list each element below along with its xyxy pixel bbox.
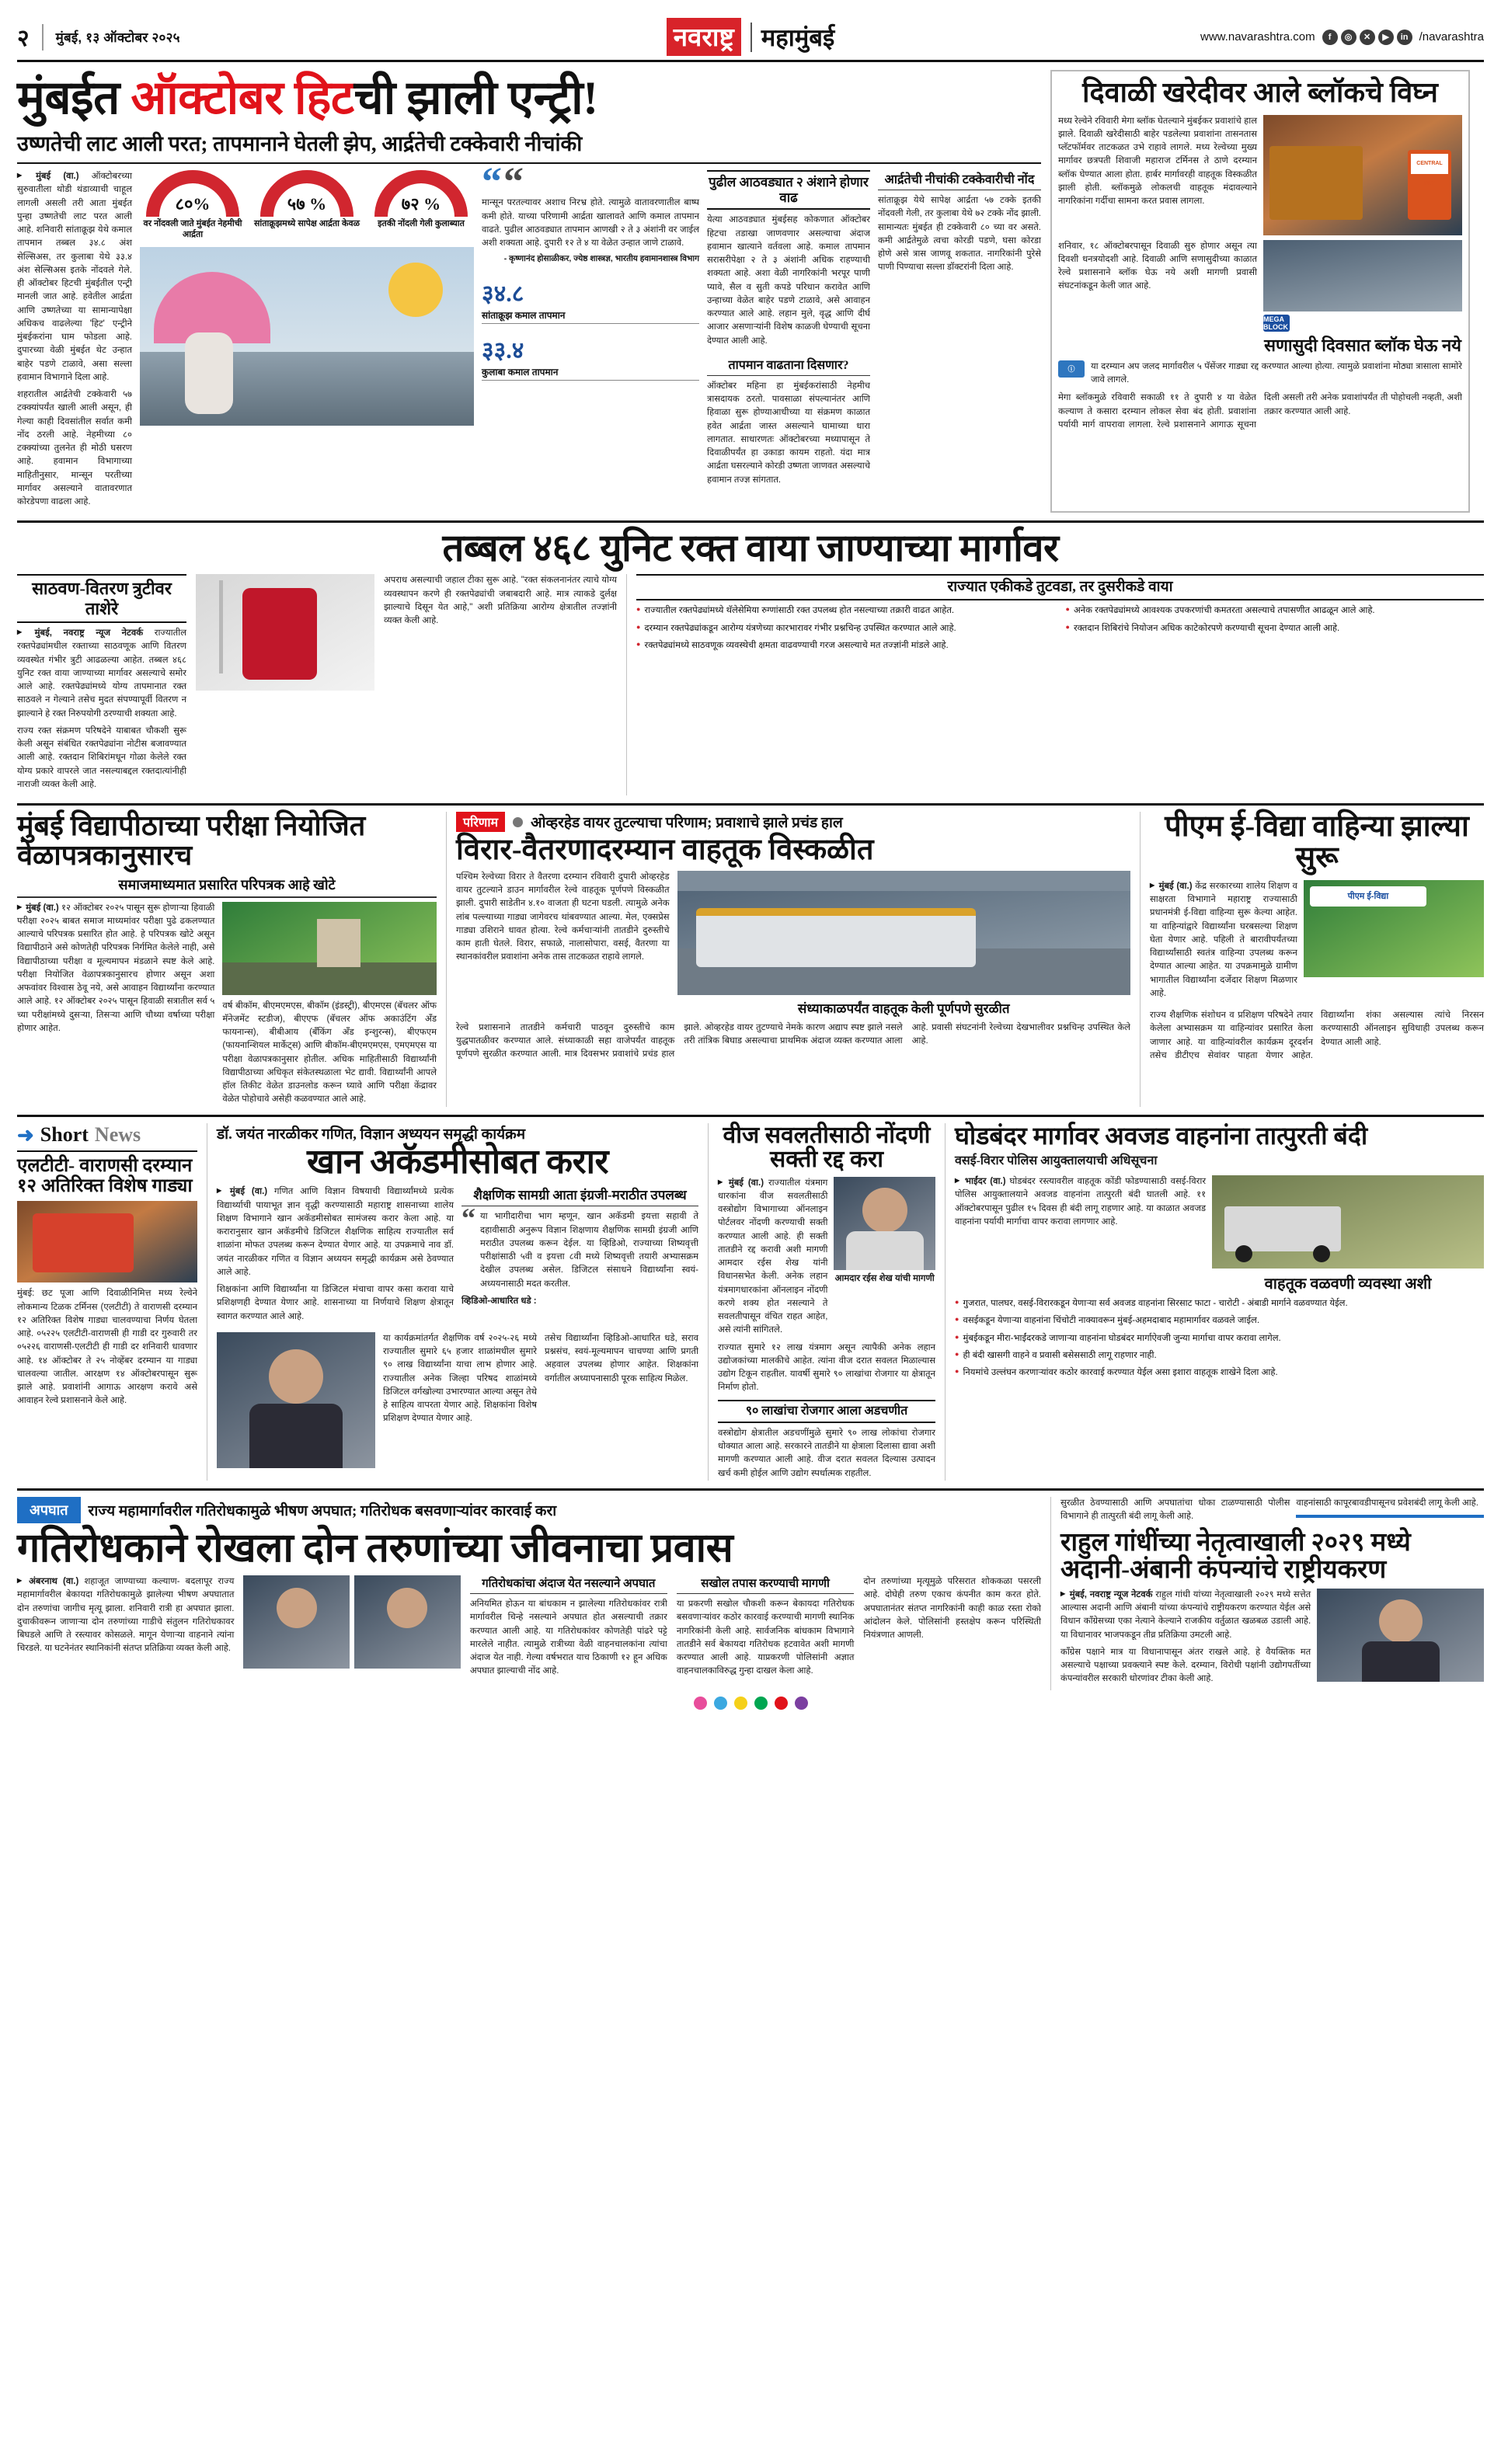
quote-icon: “ — [461, 1202, 475, 1234]
vij-body: राज्यातील यंत्रमाग धारकांना वीज सवलतीसाठी वस्त्रोद्योग विभागाच्या ऑनलाइन पोर्टलवर नोंदणी करण्याची सक्ती करण्यात आली आहे. ही सक्ती तातडीने रद्द करावी अशी मागणी आमदार रईस शेख यांनी विधानसभेत केली. अनेक लहान यंत्रमागधारकांना ऑनलाइन नोंदणी करणे शक्य होत नसल्याने ते सवलतीपासून वंचित राहत आहेत, असे त्यांनी सांगितले. — [718, 1178, 828, 1335]
sidebox-2-title: तापमान वाढताना दिसणार? — [707, 356, 870, 376]
blood-story-bullets — [636, 604, 1484, 653]
gauge-value: ८०% — [175, 194, 211, 214]
blood-story-body-1: राज्यातील रक्तपेढ्यांमधील रक्ताच्या साठवणूक आणि वितरण व्यवस्थेत गंभीर त्रुटी आढळल्या आहेत. तब्बल ४६८ युनिट रक्त वाया जाण्याच्या मार्गावर असल्याचे समोर आले आहे. रक्तपेढ्यांमध्ये योग्य तापमानात रक्त साठवले न गेल्याने तसेच मुदत संपण्यापूर्वी वितरण न झाल्याने हे रक्त निरुपयोगी ठरण्याची शक्यता आहे. — [17, 628, 186, 719]
university-body-2: वर्ष बीकॉम, बीएमएमएस, बीकॉम (इंडस्ट्री), बीएमएस (बॅचलर ऑफ मॅनेजमेंट स्टडीज), बीएएफ (बॅचलर ऑफ अकाउंटिंग अँड फायनान्स), बीबीआय (बँकिंग अँड इन्शुरन्स), बीएफएम (फायनान्शियल मार्केट्स) आणि बीकॉम-बीएमएमएस, एमएमएस या परीक्षा वेळापत्रकानुसार होतील. अधिक माहितीसाठी विद्यार्थ्यांनी विद्यापीठाच्या अधिकृत संकेतस्थळाला भेट द्यावी. विद्यार्थ्यांनी आपले हॉल तिकीट वेळेत डाउनलोड करून घ्यावे आणि परीक्षा केंद्रावर वेळेत पोहोचावे असेही कळवण्यात आले आहे. — [222, 1001, 437, 1105]
gauge-arc-icon — [146, 170, 239, 217]
gauge-arc-icon — [374, 170, 468, 217]
blood-story-body-3: अपराध असल्याची जहाल टीका सुरू आहे. "रक्त संकलनानंतर त्याचे योग्य व्यवस्थापन करणे ही रक्तपेढ्यांची जबाबदारी आहे. मात्र त्याकडे दुर्लक्ष झाल्याचे दिसून येत आहे," अशी प्रतिक्रिया आरोग्य क्षेत्रातील तज्ज्ञांनी व्यक्त केली आहे. — [384, 576, 617, 626]
khan-dateline: ▶ मुंबई (वा.) — [217, 1187, 267, 1196]
list-item: ● रक्तपेढ्यांमध्ये साठवणूक व्यवस्थेची क्षमता वाढवण्याची गरज असल्याचे मत तज्ज्ञांनी मांडले आहे. — [636, 639, 1055, 653]
masthead — [17, 14, 1484, 62]
list-item: ● अनेक रक्तपेढ्यांमध्ये आवश्यक उपकरणांची कमतरता असल्याचे तपासणीत आढळून आले आहे. — [1066, 604, 1485, 618]
lead-quote-temps — [482, 160, 699, 513]
accident-headline: गतिरोधकाने रोखला दोन तरुणांच्या जीवनाचा प्रवास — [17, 1526, 733, 1571]
virar-kicker-line — [456, 812, 1130, 832]
ghodbunder-headline: घोडबंदर मार्गावर अवजड वाहनांना तात्पुरती बंदी — [955, 1121, 1368, 1150]
facebook-icon[interactable]: f — [1322, 30, 1338, 45]
quote-text: मान्सून परतल्यावर अशाच निरभ्र होते. त्यामुळे वातावरणातील बाष्प कमी होते. याच्या परिणामी आर्द्रता खालावते आणि कमाल तापमान वाढते. पुढील आठवड्यात तापमान आणखी २ ते ३ अंशांनी वर जाईल अशी शक्यता आहे. दुपारी १२ ते ४ या वेळेत उन्हात जाणे टाळावे. — [482, 198, 699, 249]
block-story-photo-train: CENTRAL RLY — [1263, 115, 1462, 235]
accident-sub-2: सखोल तपास करण्याची मागणी — [677, 1575, 855, 1594]
lead-sidebox-3 — [878, 170, 1041, 513]
vij-body-3: वस्त्रोद्योग क्षेत्रातील अडचणींमुळे सुमारे ९० लाख लोकांचा रोजगार धोक्यात आला आहे. सरकारने तातडीने या क्षेत्राला दिलासा द्यावा अशी मागणी करण्यात आली आहे. वीज दरात सवलत दिल्यास उत्पादन खर्च कमी होईल आणि उद्योग स्पर्धात्मक राहतील. — [718, 1428, 935, 1478]
mega-block-logo: MEGA BLOCK — [1263, 315, 1288, 331]
masthead-left — [17, 21, 501, 53]
rahul-photo-leader — [1317, 1589, 1484, 1682]
youtube-icon[interactable]: ▶ — [1378, 30, 1394, 45]
reg-dot-magenta — [694, 1697, 707, 1710]
gauge-item — [254, 170, 360, 241]
temperature-readings — [482, 277, 699, 381]
block-story-photo-platform — [1263, 240, 1462, 311]
temp-item — [482, 333, 699, 365]
ghodbunder-body-2: वाहनांसाठी कापूरबावडीपासूनच प्रवेशबंदी लागू केली आहे. — [1296, 1498, 1478, 1508]
lead-body-2: शहरातील आर्द्रतेची टक्केवारी ५७ टक्क्यांपर्यंत खाली आली असून, ही गेल्या काही दिवसांतील सर्वात कमी नोंद ठरली आहे. नेहमीच्या ८० टक्क्यांच्या तुलनेत ही मोठी घसरण आहे. हवामान विभागाच्या माहितीनुसार, मान्सून परतीच्या मार्गावर असल्याने वातावरणात कोरडेपणा वाढला आहे. — [17, 390, 132, 507]
lead-headline-part1: मुंबईत — [17, 72, 131, 124]
list-item: ● ही बंदी खासगी वाहने व प्रवासी बसेससाठी लागू राहणार नाही. — [955, 1349, 1484, 1363]
virar-body-2: रेल्वे प्रशासनाने तातडीने कर्मचारी पाठवून दुरुस्तीचे काम युद्धपातळीवर करण्यात आले. संध्याकाळी सहा वाजेपर्यंत वाहतूक पूर्णपणे सुरळीत करण्यात आली. मात्र दिवसभर प्रवाशांचे प्रचंड हाल झाले. ओव्हरहेड वायर तुटण्याचे नेमके कारण अद्याप स्पष्ट झाले नसले तरी तांत्रिक बिघाड असल्याचा प्राथमिक अंदाज व्यक्त करण्यात आला आहे. प्रवासी संघटनांनी रेल्वेच्या देखभालीवर प्रश्नचिन्ह उपस्थित केले आहे. — [456, 1022, 1130, 1060]
lead-sidebox-1 — [707, 170, 870, 513]
gauge-value: ५७ % — [287, 194, 327, 214]
lead-headline — [17, 72, 1041, 124]
ghodbunder-caption: वाहतूक वळवणी व्यवस्था अशी — [1264, 1276, 1432, 1293]
sidebox-2-body: ऑक्टोबर महिना हा मुंबईकरांसाठी नेहमीच त्रासदायक ठरतो. पावसाळा संपल्यानंतर आणि हिवाळा सुरू होण्याआधीच्या या संक्रमण काळात हवेत आर्द्रता जास्त असल्याने घामाच्या धारा लागतात. साधारणतः ऑक्टोबरच्या मध्यापासून ते दिवाळीपर्यंत हा उकाडा कायम राहतो. यंदा मात्र आर्द्रता घसरल्याने कोरडी उष्णता जाणवत असल्याचे हवामान तज्ज्ञ सांगतात. — [707, 381, 870, 485]
ghodbunder-photo-truck — [1212, 1175, 1484, 1269]
top-section — [17, 70, 1484, 513]
virar-kicker-text: ओव्हरहेड वायर तुटल्याचा परिणाम; प्रवाशाचे झाले प्रचंड हाल — [531, 815, 843, 831]
temp-item — [482, 277, 699, 308]
accident-kicker-badge: अपघात — [17, 1497, 81, 1523]
row-three — [17, 803, 1484, 1107]
university-dateline: ▶ मुंबई (वा.) — [17, 903, 59, 913]
lead-photo-woman-umbrella — [140, 247, 474, 426]
khan-body-2: शिक्षकांना आणि विद्यार्थ्यांना या डिजिटल मंचाचा वापर कसा करावा याचे प्रशिक्षणही देण्यात येणार आहे. शासनाच्या या निर्णयाचे शिक्षण क्षेत्रातून स्वागत करण्यात आले आहे. — [217, 1285, 454, 1321]
social-handle: /navarashtra — [1419, 30, 1484, 44]
lead-subheadline: उष्णतेची लाट आली परत; तापमानाने घेतली झेप, आर्द्रतेची टक्केवारी नीचांकी — [17, 128, 1041, 164]
block-story-body-2: शनिवार, १८ ऑक्टोबरपासून दिवाळी सुरु होणार असून त्या दिवशी धनत्रयोदशी आहे. दिवाळी आणि सणासुदीच्या काळात रेल्वे प्रशासनाने ब्लॉक घेऊ नये अशी मागणी प्रवासी संघटनांकडून केली जात आहे. — [1058, 241, 1257, 291]
khan-body: गणित आणि विज्ञान विषयाची विद्यार्थ्यांमध्ये प्रत्येक विद्यार्थ्याची पायाभूत ज्ञान वृद्धी करण्यासाठी महाराष्ट्र शासनाच्या शालेय शिक्षण विभागाने खान अकॅडमीसोबत सामंजस्य करार केला आहे. या करारानुसार खान अकॅडमीचे डिजिटल शैक्षणिक साहित्य राज्यातील सर्व शाळांना मोफत उपलब्ध करून देण्यात येणार आहे. या उपक्रमाचे नाव डॉ. जयंत नारळीकर गणित व विज्ञान अध्ययन समृद्धी कार्यक्रम असे ठेवण्यात आले आहे. — [217, 1187, 454, 1277]
lead-story — [17, 70, 1041, 513]
accident-photo-victim-1 — [243, 1575, 350, 1669]
pm-evidya-logo: पीएम ई-विद्या — [1310, 886, 1426, 907]
ghodbunder-story — [955, 1123, 1484, 1481]
gauge-caption: वर नोंदवली जाते मुंबईत नेहमीची आर्द्रता — [143, 219, 242, 240]
masthead-date: मुंबई, १३ ऑक्टोबर २०२५ — [55, 30, 180, 45]
university-story — [17, 812, 437, 1107]
khan-sub-2: व्हिडिओ-आधारित धडे : — [461, 1296, 537, 1306]
block-story-body: मध्य रेल्वेने रविवारी मेगा ब्लॉक घेतल्याने मुंबईकर प्रवाशांचे हाल झाले. दिवाळी खरेदीसाठी बाहेर पडलेल्या प्रवाशांना तासनतास प्लॅटफॉर्मवर ताटकळत उभे राहावे लागले. मध्य रेल्वेच्या मुख्य मार्गावर छत्रपती शिवाजी महाराज टर्मिनस ते ठाणे दरम्यान ब्लॉक घेण्यात आला होता. हार्बर मार्गावरही वाहतूक विस्कळीत झाली होती. ब्लॉकमुळे लोकलची वाहतूक मंदावल्याने नागरिकांना गर्दीचा सामना करत प्रवास लागला. — [1058, 116, 1257, 207]
reg-dot-purple — [795, 1697, 808, 1710]
rahul-story — [1060, 1497, 1484, 1690]
bottom-section — [17, 1488, 1484, 1690]
blood-story-dateline: ▶ मुंबई, नवराष्ट्र न्यूज नेटवर्क — [17, 628, 143, 638]
brand-divider — [750, 23, 752, 52]
list-item: ● वसईकडून येणाऱ्या वाहनांना चिंचोटी नाक्यावरून मुंबई-अहमदाबाद महामार्गावर वळवले जाईल. — [955, 1314, 1484, 1328]
virar-kicker-badge: परिणाम — [456, 812, 505, 832]
ghodbunder-body: घोडबंदर रस्त्यावरील वाहतूक कोंडी फोडण्यासाठी वसई-विरार पोलिस आयुक्तालयाने अवजड वाहनांना तात्पुरती बंदी घातली आहे. ११ ऑक्टोबरपासून पुढील १५ दिवस ही बंदी लागू राहणार आहे. या काळात अवजड वाहनांना पर्यायी मार्गाचा वापर करावा लागणार आहे. — [955, 1177, 1207, 1227]
block-story-note: या दरम्यान अप जलद मार्गावरील ५ पॅसेंजर गाड्या रद्द करण्यात आल्या होत्या. त्यामुळे प्रवाशांना मोठ्या त्रासाला सामोरे जावे लागले. — [1091, 361, 1462, 385]
virar-body: पश्चिम रेल्वेच्या विरार ते वैतरणा दरम्यान रविवारी दुपारी ओव्हरहेड वायर तुटल्याने डाउन मार्गावरील रेल्वे वाहतूक पूर्णपणे विस्कळीत झाली. दुपारी साडेतीन ४.१० वाजता ही घटना घडली. त्यामुळे अनेक लांब पल्ल्याच्या गाड्या जागेवरच थांबवण्यात आल्या. मेल, एक्सप्रेस गाड्या उशिराने धावत होत्या. रेल्वे कर्मचाऱ्यांनी तातडीने दुरुस्तीचे काम हाती घेतले. विरार, सफाळे, नालासोपारा, वसई, वैतरणा या स्थानकांवरील प्रवाशांना अनेक तास ताटकळत राहावे लागले. — [456, 872, 670, 962]
lead-dateline: ▶ मुंबई (वा.) — [17, 172, 79, 181]
blood-story-headline: तब्बल ४६८ युनिट रक्त वाया जाण्याच्या मार्गावर — [442, 527, 1059, 570]
khan-kicker: डॉ. जयंत नारळीकर गणित, विज्ञान अध्ययन समृद्धी कार्यक्रम — [217, 1126, 526, 1143]
sidebox-1-body: येत्या आठवड्यात मुंबईसह कोकणात ऑक्टोबर हिटचा तडाखा जाणवणार असल्याचा अंदाज हवामान खात्याने वर्तवला आहे. कमाल तापमान सरासरीपेक्षा २ ते ३ अंशांनी अधिक राहण्याची शक्यता आहे. अशा वेळी नागरिकांनी भरपूर पाणी प्यावे, सैल व सुती कपडे परिधान करावेत आणि उन्हाच्या वेळेत बाहेर पडणे टाळावे, असे आवाहन करण्यात आले आहे. लहान मुले, वृद्ध आणि दीर्घ आजार असणाऱ्यांनी विशेष काळजी घेण्याची सूचना देण्यात आली आहे. — [707, 215, 870, 346]
accident-body: शहाजूत जाण्याच्या कल्याण- बदलापूर राज्य महामार्गावरील बेकायदा गतिरोधकामुळे झालेल्या भीषण अपघातात दोन तरुणांचा जागीच मृत्यू झाला. शनिवारी रात्री हा अपघात झाला. दुचाकीवरून जाणाऱ्या दोन तरुणांच्या गाडीचे संतुलन गतिरोधकावर बिघडले आणि ते रस्त्यावर कोसळले. मागून येणाऱ्या वाहनाने त्यांना चिरडले. या घटनेनंतर स्थानिकांनी संतप्त प्रतिक्रिया व्यक्त केली आहे. — [17, 1577, 235, 1654]
social-icons — [1322, 30, 1412, 45]
rahul-dateline: ▶ मुंबई, नवराष्ट्र न्यूज नेटवर्क — [1060, 1590, 1152, 1599]
ghodbunder-subhead: वसई-विरार पोलिस आयुक्तालयाची अधिसूचना — [955, 1154, 1158, 1168]
university-headline: मुंबई विद्यापीठाच्या परीक्षा नियोजित वेळापत्रकानुसारच — [17, 810, 366, 871]
khan-body-4: तसेच विद्यार्थ्यांना व्हिडिओ-आधारित धडे, सराव प्रश्नसंच, स्वयं-मूल्यमापन चाचण्या आणि प्रगती अहवाल उपलब्ध होणार आहेत. शिक्षकांना वर्गातील अध्यापनासाठी पूरक साहित्य मिळेल. — [545, 1333, 698, 1383]
accident-photo-victim-2 — [354, 1575, 461, 1669]
gauge-item — [368, 170, 474, 241]
x-twitter-icon[interactable]: ✕ — [1360, 30, 1375, 45]
university-photo-campus — [222, 902, 437, 995]
virar-photo-railway — [677, 871, 1130, 995]
pm-evidya-headline: पीएम ई-विद्या वाहिन्या झाल्या सुरू — [1165, 810, 1469, 874]
sidebox-1-title: पुढील आठवड्यात २ अंशाने होणार वाढ — [707, 170, 870, 210]
row-four — [17, 1115, 1484, 1481]
ghodbunder-body-3: सुरळीत ठेवण्यासाठी आणि अपघातांचा धोका टाळण्यासाठी पोलीस विभागाने ही तात्पुरती बंदी लागू केली आहे. — [1060, 1498, 1290, 1522]
block-story-caption: सणासुदी दिवसात ब्लॉक घेऊ नये — [1264, 335, 1461, 355]
virar-story — [456, 812, 1130, 1107]
vij-subhead-2: ९० लाखांचा रोजगार आला अडचणीत — [718, 1400, 935, 1423]
list-item: ● नियमांचे उल्लंघन करणाऱ्यांवर कठोर कारवाई करण्यात येईल असा इशारा वाहतूक शाखेने दिला आहे. — [955, 1366, 1484, 1380]
blood-story-subhead: साठवण-वितरण त्रुटीवर ताशेरे — [17, 574, 186, 623]
blood-story-photo-bloodbag — [196, 574, 374, 691]
blood-story — [17, 520, 1484, 795]
gauge-caption: सांताक्रूझमध्ये सापेक्ष आर्द्रता केवळ — [254, 219, 360, 229]
khan-sub-1: शैक्षणिक सामग्री आता इंग्रजी-मराठीत उपलब्ध — [461, 1185, 698, 1206]
block-story-body-3: मेगा ब्लॉकमुळे रविवारी सकाळी ११ ते दुपारी ४ या वेळेत कल्याण ते कसारा दरम्यान लोकल सेवा बंद होती. प्रवाशांना पर्यायी मार्ग वापरावा लागला. रेल्वे प्रशासनाने आगाऊ सूचना दिली असली तरी अनेक प्रवाशांपर्यंत ती पोहोचली नव्हती, अशी तक्रार करण्यात आली आहे. — [1058, 393, 1462, 430]
temp-value: ३४.८ — [482, 281, 524, 308]
masthead-right — [1000, 30, 1484, 45]
temp-label: कुलाबा कमाल तापमान — [482, 365, 699, 381]
university-subhead: समाजमाध्यमात प्रसारित परिपत्रक आहे खोटे — [17, 875, 437, 898]
reg-dot-cyan — [714, 1697, 727, 1710]
list-item: ● रक्तदान शिबिरांचे नियोजन अधिक काटेकोरपणे करण्याची सूचना देण्यात आली आहे. — [1066, 622, 1485, 635]
pm-evidya-dateline: ▶ मुंबई (वा.) — [1150, 882, 1193, 891]
sidebox-3-title: आर्द्रतेची नीचांकी टक्केवारीची नोंद — [878, 170, 1041, 190]
temp-value: ३३.४ — [482, 338, 524, 364]
vij-dateline: ▶ मुंबई (वा.) — [718, 1178, 764, 1188]
sidebox-3-body: सांताक्रूझ येथे सापेक्ष आर्द्रता ५७ टक्के इतकी नोंदवली गेली, तर कुलाबा येथे ७२ टक्के नोंद झाली. सामान्यतः मुंबईत ही टक्केवारी ८० च्या वर असते. कमी आर्द्रतेमुळे त्वचा कोरडी पडणे, घसा कोरडा होणे असे त्रास जाणवू शकतात. नागरिकांनी पुरेसे पाणी पिण्याचा सल्ला डॉक्टरांनी दिला आहे. — [878, 196, 1041, 273]
virar-headline: विरार-वैतरणादरम्यान वाहतूक विस्कळीत — [456, 834, 874, 866]
vij-story — [718, 1123, 935, 1481]
info-icon: ⓘ — [1058, 360, 1085, 378]
short-news-arrow-icon: ➜ — [17, 1122, 34, 1147]
website-url[interactable]: www.navarashtra.com — [1200, 30, 1315, 44]
gauge-item — [140, 170, 246, 241]
reg-dot-yellow — [734, 1697, 747, 1710]
humidity-gauges — [140, 170, 474, 241]
accident-story — [17, 1497, 1041, 1690]
accident-dateline: ▶ अंबरनाथ (वा.) — [17, 1577, 78, 1586]
vij-photo-caption: आमदार रईस शेख यांची मागणी — [834, 1273, 935, 1283]
short-news-label-1: Short — [40, 1123, 89, 1147]
khan-body-3: या कार्यक्रमांतर्गत शैक्षणिक वर्ष २०२५-२६ मध्ये राज्यातील सुमारे ६५ हजार शाळांमधील सुमारे ९० लाख विद्यार्थ्यांना याचा लाभ होणार आहे. राज्यातील अनेक जिल्हा परिषद शाळांमध्ये डिजिटल वर्गखोल्या उभारण्यात आल्या असून तेथे हे साहित्य वापरता येणार आहे. शिक्षकांना विशेष प्रशिक्षण देण्यात येणार आहे. — [383, 1333, 537, 1424]
list-item: ● मुंबईकडून मीरा-भाईंदरकडे जाणाऱ्या वाहनांना घोडबंदर मार्गाऐवजी जुन्या मार्गाचा वापर करावा लागेल. — [955, 1332, 1484, 1345]
accident-sub-1-body: अनियमित होऊन या बांधकाम न झालेल्या गतिरोधकांवर रात्री मार्गावरील चिन्हे नसल्याने अपघात होत असल्याची तक्रार करण्यात आली आहे. या गतिरोधकांवर कोणतेही पांढरे पट्टे मारलेले नाहीत. त्यामुळे रात्रीच्या वेळी वाहनचालकांना त्यांचा अंदाज येत नाही. गेल्या वर्षभरात याच ठिकाणी १२ हून अधिक अपघात झाल्याची नोंद आहे. — [469, 1599, 667, 1676]
masthead-logo — [501, 18, 1000, 56]
rahul-body-2: काँग्रेस पक्षाने मात्र या विधानापासून अंतर राखले आहे. हे वैयक्तिक मत असल्याचे पक्षाच्या प्रवक्त्याने स्पष्ट केले. दरम्यान, विरोधी पक्षांनी उद्योगपतींच्या कंपन्यांवरील सरकारी धोरणांवर टीका केली आहे. — [1060, 1647, 1311, 1684]
list-item: ● राज्यातील रक्तपेढ्यांमध्ये थॅलेसेमिया रुग्णांसाठी रक्त उपलब्ध होत नसल्याच्या तक्रारी वाढत आहेत. — [636, 604, 1055, 618]
gauge-value: ७२ % — [401, 194, 441, 214]
pm-evidya-story — [1150, 812, 1484, 1107]
reg-dot-green — [754, 1697, 768, 1710]
quote-close-icon: “ — [503, 160, 524, 205]
rahul-body: राहुल गांधी यांच्या नेतृत्वाखाली २०२९ मध्ये सत्तेत आल्यास अदानी आणि अंबानी यांच्या कंपन्यांचे राष्ट्रीयकरण करण्यात येईल असे विधान काँग्रेसच्या एका नेत्याने केल्याने राजकीय वर्तुळात खळबळ उडाली आहे. या विधानावर भाजपकडून तीव्र प्रतिक्रिया उमटली आहे. — [1060, 1589, 1311, 1640]
short-news-label-2: News — [94, 1123, 141, 1147]
accident-sub-2-body: या प्रकरणी सखोल चौकशी करून बेकायदा गतिरोधक बसवणाऱ्यांवर कठोर कारवाई करण्याची मागणी स्थानिक नागरिकांनी केली आहे. सार्वजनिक बांधकाम विभागाने तातडीने सर्व बेकायदा गतिरोधक हटवावेत अशी मागणी करण्यात आली आहे. याप्रकरणी पोलिसांनी अज्ञात वाहनचालकाविरुद्ध गुन्हा दाखल केला आहे. — [676, 1599, 855, 1676]
color-registration-marks — [17, 1697, 1484, 1710]
vij-photo-mla — [834, 1177, 935, 1270]
bullet-dot-icon — [513, 817, 523, 827]
temp-label: सांताक्रूझ कमाल तापमान — [482, 308, 699, 324]
lead-body-1: ऑक्टोबरच्या सुरुवातीला थोडी थंडाव्याची चाहूल लागली असली तरी आता मुंबईत पुन्हा उष्णतेची लाट परत आली आहे. शनिवारी सांताक्रूझ येथे कमाल तापमान तब्बल ३४.८ अंश सेल्सिअस, तर कुलाबा येथे ३३.४ अंश सेल्सिअस इतके नोंदवले गेले. ही ऑक्टोबर हिटची मुंबईतील एन्ट्री मानली जात आहे. हवेतील आर्द्रता आणि उष्णतेच्या या सामान्यापेक्षा अधिकच वाढलेल्या 'हिट' एन्ट्रीने मुंबईकरांना घाम फोडला आहे. दुपारच्या वेळी मुंबईत थेट उन्हात बाहेर पडणे टाळावे, असा सल्ला हवामान विभागाने दिला आहे. — [17, 172, 133, 382]
lead-content-grid — [17, 160, 1041, 513]
edition-name: महामुंबई — [761, 23, 835, 51]
list-item: ● दरम्यान रक्तपेढ्यांकडून आरोग्य यंत्रणेच्या कारभारावर गंभीर प्रश्नचिन्ह उपस्थित करण्यात आले आहे. — [636, 622, 1055, 635]
short-news-photo-train — [17, 1201, 197, 1282]
gauge-arc-icon — [260, 170, 353, 217]
short-news-header — [17, 1123, 197, 1147]
lead-headline-highlight: ऑक्टोबर हिट — [131, 72, 354, 124]
khan-academy-story — [217, 1123, 698, 1481]
blood-story-body-2: राज्य रक्त संक्रमण परिषदेने याबाबत चौकशी सुरू केली असून संबंधित रक्तपेढ्यांना नोटीस बजावण्यात आली आहे. रक्तदान शिबिरांमधून गोळा केलेले रक्त योग्य प्रकारे वापरले जात नसल्याबद्दल रक्तदात्यांनीही नाराजी व्यक्त केली आहे. — [17, 726, 186, 789]
short-news-headline: एलटीटी- वाराणसी दरम्यान १२ अतिरिक्त विशेष गाड्या — [17, 1155, 193, 1196]
short-news-body: मुंबई: छट पूजा आणि दिवाळीनिमित्त मध्य रेल्वेने लोकमान्य टिळक टर्मिनस (एलटीटी) ते वाराणसी दरम्यान १२ अतिरिक्त विशेष गाड्या चालवण्याचा निर्णय घेतला आहे. ०५२२५ एलटीटी-वाराणसी ही गाडी दर गुरुवारी तर ०५२२६ वाराणसी-एलटीटी ही गाडी दर शनिवारी धावणार आहे. १४ ऑक्टोबर ते २५ नोव्हेंबर दरम्यान या गाड्या चालवल्या जातील. आरक्षण १४ ऑक्टोबरपासून सुरू झाले आहे. प्रवाशांनी आगाऊ आरक्षण करावे असे आवाहन रेल्वे प्रशासनाने केले आहे. — [17, 1289, 197, 1406]
lead-infographic — [140, 170, 474, 513]
page-number: २ — [17, 26, 30, 51]
vij-headline: वीज सवलतीसाठी नोंदणी सक्ती रद्द करा — [723, 1122, 931, 1173]
block-story-box — [1050, 70, 1470, 513]
khan-headline: खान अकॅडमीसोबत करार — [307, 1142, 608, 1181]
quote-author: - कृष्णानंद होसाळीकर, ज्येष्ठ शास्त्रज्ञ, भारतीय हवामानशास्त्र विभाग — [503, 254, 699, 264]
quote-open-icon: “ — [482, 160, 502, 205]
khan-quote: या भागीदारीचा भाग म्हणून, खान अकॅडमी इयत्ता सहावी ते दहावीसाठी अनुरूप विज्ञान शिक्षणाय शैक्षणिक सामग्री इंग्रजी आणि मराठीत उपलब्ध करून देईल. या व्हिडिओ, राज्याच्या शिष्यवृत्ती परीक्षांसाठी ५वी व इयत्ता ८वी मध्ये शिष्यवृत्ती तयारी अभ्यासक्रम देखील उपलब्ध असेल. डिजिटल संसाधने विद्यार्थ्यांना स्वयं-अध्ययनासाठी मदत करतील. — [480, 1212, 698, 1289]
accident-sub-1: गतिरोधकांचा अंदाज येत नसल्याने अपघात — [470, 1575, 667, 1594]
gauge-caption: इतकी नोंदली गेली कुलाब्यात — [378, 219, 465, 229]
accident-kicker-line — [17, 1497, 1041, 1523]
ghodbunder-dateline: ▶ भाईंदर (वा.) — [955, 1177, 1006, 1186]
instagram-icon[interactable]: ◎ — [1341, 30, 1356, 45]
university-body: १२ ऑक्टोबर २०२५ पासून सुरू होणाऱ्या हिवाळी परीक्षा २०२५ बाबत समाज माध्यमांवर परीक्षा पुढे ढकलण्यात आल्याचे परिपत्रक प्रसारित होत आहे. हे परिपत्रक खोटे असून विद्यापीठाने असे कोणतेही परिपत्रक निर्गमित केलेले नाही, असे विद्यापीठाच्या परीक्षा व मूल्यमापन मंडळाने स्पष्ट केले आहे. परीक्षा नियोजित वेळापत्रकानुसारच होणार असून अशा अफवांवर विश्वास ठेवू नये, असे आवाहन विद्यार्थ्यांना करण्यात आले आहे. १२ ऑक्टोबर २०२५ पासून हिवाळी सत्रातील सर्व ५ च्या परीक्षांमध्ये दुसऱ्या, तिसऱ्या आणि चौथ्या वर्षाच्या परीक्षा होणार आहेत. — [17, 903, 215, 1033]
vij-body-2: राज्यात सुमारे १२ लाख यंत्रमाग असून त्यापैकी अनेक लहान उद्योजकांच्या मालकीचे आहेत. त्यांना वीज दरात सवलत मिळाल्यास उद्योग टिकून राहतील. यावर्षी सुमारे ९० लाखांचा रोजगार या क्षेत्रातून निर्माण होतो. — [718, 1342, 935, 1393]
pm-evidya-photo — [1304, 880, 1484, 977]
lead-headline-part2: ची झाली एन्ट्री! — [353, 72, 598, 124]
brand-name: नवराष्ट्र — [667, 18, 741, 56]
blood-story-col2-head: राज्यात एकीकडे तुटवडा, तर दुसरीकडे वाया — [636, 574, 1484, 600]
short-news-block — [17, 1123, 197, 1481]
list-item: ● गुजरात, पालघर, वसई-विरारकडून येणाऱ्या सर्व अवजड वाहनांना सिरसाट फाटा - चारोटी - अंबाडी मार्गाने वळवण्यात येईल. — [955, 1297, 1484, 1310]
reg-dot-red — [775, 1697, 788, 1710]
lead-text-column — [17, 170, 132, 513]
expert-quote — [482, 160, 699, 266]
masthead-divider — [42, 24, 44, 50]
accident-kicker-text: राज्य महामार्गावरील गतिरोधकामुळे भीषण अपघात; गतिरोधक बसवणाऱ्यांवर कारवाई करा — [88, 1502, 557, 1519]
linkedin-icon[interactable]: in — [1397, 30, 1412, 45]
pm-evidya-body-2: राज्य शैक्षणिक संशोधन व प्रशिक्षण परिषदेने तयार केलेला अभ्यासक्रम या वाहिन्यांवर प्रसारित केला जाणार आहे. या वाहिन्यांवरील कार्यक्रम दूरदर्शन तसेच डीटीएच सेवांवर पाहता येणार आहेत. विद्यार्थ्यांना शंका असल्यास त्यांचे निरसन करण्यासाठी ऑनलाइन सुविधाही उपलब्ध करून देण्यात आली आहे. — [1150, 1011, 1484, 1060]
ghodbunder-bullets — [955, 1297, 1484, 1380]
khan-photo-minister — [217, 1332, 375, 1468]
block-story-headline: दिवाळी खरेदीवर आले ब्लॉकचे विघ्न — [1082, 77, 1438, 108]
block-story — [1050, 70, 1470, 513]
accident-sub-2-body-2: दोन तरुणांच्या मृत्यूमुळे परिसरात शोककळा पसरली आहे. दोघेही तरुण एकाच कंपनीत काम करत होते. अपघातानंतर संतप्त नागरिकांनी काही काळ रस्ता रोको आंदोलन केले. पोलिसांनी हस्तक्षेप करून परिस्थिती नियंत्रणात आणली. — [863, 1577, 1041, 1641]
rahul-headline: राहुल गांधींच्या नेतृत्वाखाली २०२९ मध्ये अदानी-अंबानी कंपन्यांचे राष्ट्रीयकरण — [1060, 1529, 1411, 1585]
pm-evidya-body: केंद्र सरकारच्या शालेय शिक्षण व साक्षरता विभागाने महाराष्ट्र राज्यासाठी प्रधानमंत्री ई-विद्या वाहिन्या सुरू केल्या आहेत. या वाहिन्यांद्वारे विद्यार्थ्यांना घरबसल्या शिक्षण घेता येणार आहे. पहिली ते बारावीपर्यंतच्या विद्यार्थ्यांसाठी स्वतंत्र वाहिन्या उपलब्ध करून देण्यात आल्या आहेत. या उपक्रमामुळे ग्रामीण भागातील विद्यार्थ्यांना दर्जेदार शिक्षण मिळणार आहे. — [1150, 881, 1297, 998]
virar-caption: संध्याकाळपर्यंत वाहतूक केली पूर्णपणे सुरळीत — [797, 1001, 1010, 1016]
